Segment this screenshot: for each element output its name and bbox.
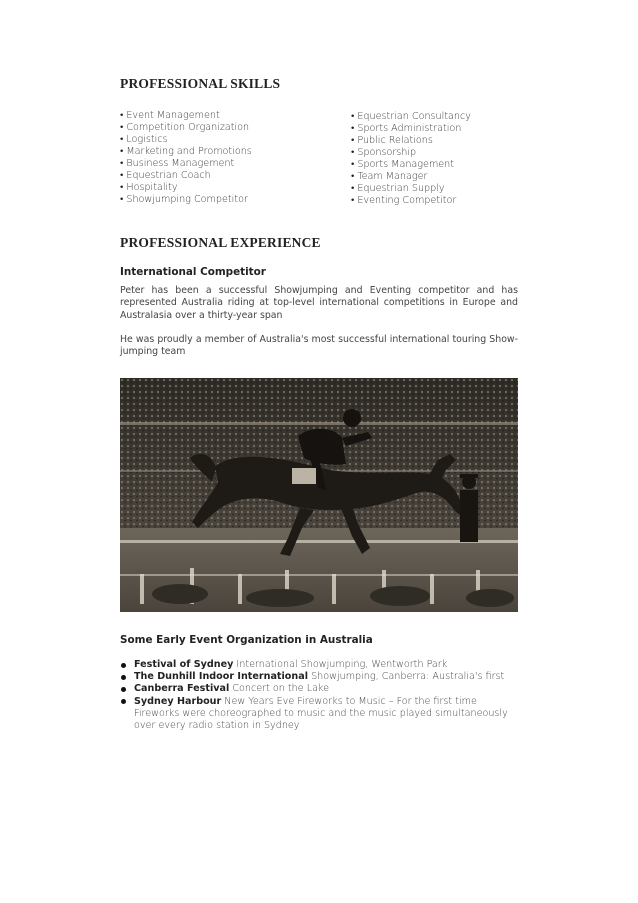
skills-heading: PROFESSIONAL SKILLS xyxy=(120,76,281,91)
event-name: The Dunhill Indoor International xyxy=(134,671,308,683)
skill-item: • Marketing and Promotions xyxy=(120,146,252,158)
event-name: Canberra Festival xyxy=(134,683,230,695)
event-name: Festival of Sydney xyxy=(134,659,234,670)
skills-list-left xyxy=(120,110,252,206)
experience-subheading: International Competitor xyxy=(120,266,266,278)
bullet-icon xyxy=(121,687,126,692)
event-name: Sydney Harbour xyxy=(134,695,222,707)
event-item xyxy=(120,696,520,733)
bullet-icon xyxy=(121,663,126,668)
event-item xyxy=(120,683,520,695)
skill-item: • Sports Administration xyxy=(351,123,471,135)
skill-item: • Equestrian Consultancy xyxy=(351,111,471,123)
experience-heading: PROFESSIONAL EXPERIENCE xyxy=(120,235,321,250)
bullet-icon xyxy=(121,699,126,704)
skill-item: • Logistics xyxy=(120,134,252,146)
event-detail: Showjumping, Canberra: Australia's first xyxy=(311,671,505,683)
skill-item: • Sports Management xyxy=(351,159,471,171)
skill-item: • Team Manager xyxy=(351,171,471,183)
event-detail: Concert on the Lake xyxy=(232,683,330,695)
event-detail: New Years Eve Fireworks to Music – For the first time Fireworks were choreographed to music and the music played simultaneously over every radio station in Sydney xyxy=(134,695,508,732)
skill-item: • Equestrian Coach xyxy=(120,170,252,182)
skill-item: • Eventing Competitor xyxy=(351,195,471,207)
skills-list-right xyxy=(351,111,471,207)
event-item xyxy=(120,659,520,671)
experience-paragraph-1: Peter has been a successful Showjumping and Eventing competitor and has represented Australia riding at top-level international competitions in Europe and Australasia over a thirty-year span xyxy=(120,285,518,321)
bullet-icon xyxy=(121,675,126,680)
showjumping-photo xyxy=(120,378,518,612)
skill-item: • Showjumping Competitor xyxy=(120,194,252,206)
event-detail: International Showjumping, Wentworth Park xyxy=(236,659,448,670)
skill-item: • Public Relations xyxy=(351,135,471,147)
skill-item: • Event Management xyxy=(120,110,252,122)
skill-item: • Hospitality xyxy=(120,182,252,194)
experience-paragraph-2: He was proudly a member of Australia's most successful international touring Show-jumping team xyxy=(120,334,518,358)
event-item xyxy=(120,671,520,683)
events-list xyxy=(120,659,520,732)
skill-item: • Business Management xyxy=(120,158,252,170)
skill-item: • Competition Organization xyxy=(120,122,252,134)
skill-item: • Sponsorship xyxy=(351,147,471,159)
skill-item: • Equestrian Supply xyxy=(351,183,471,195)
events-heading: Some Early Event Organization in Australia xyxy=(120,634,373,646)
